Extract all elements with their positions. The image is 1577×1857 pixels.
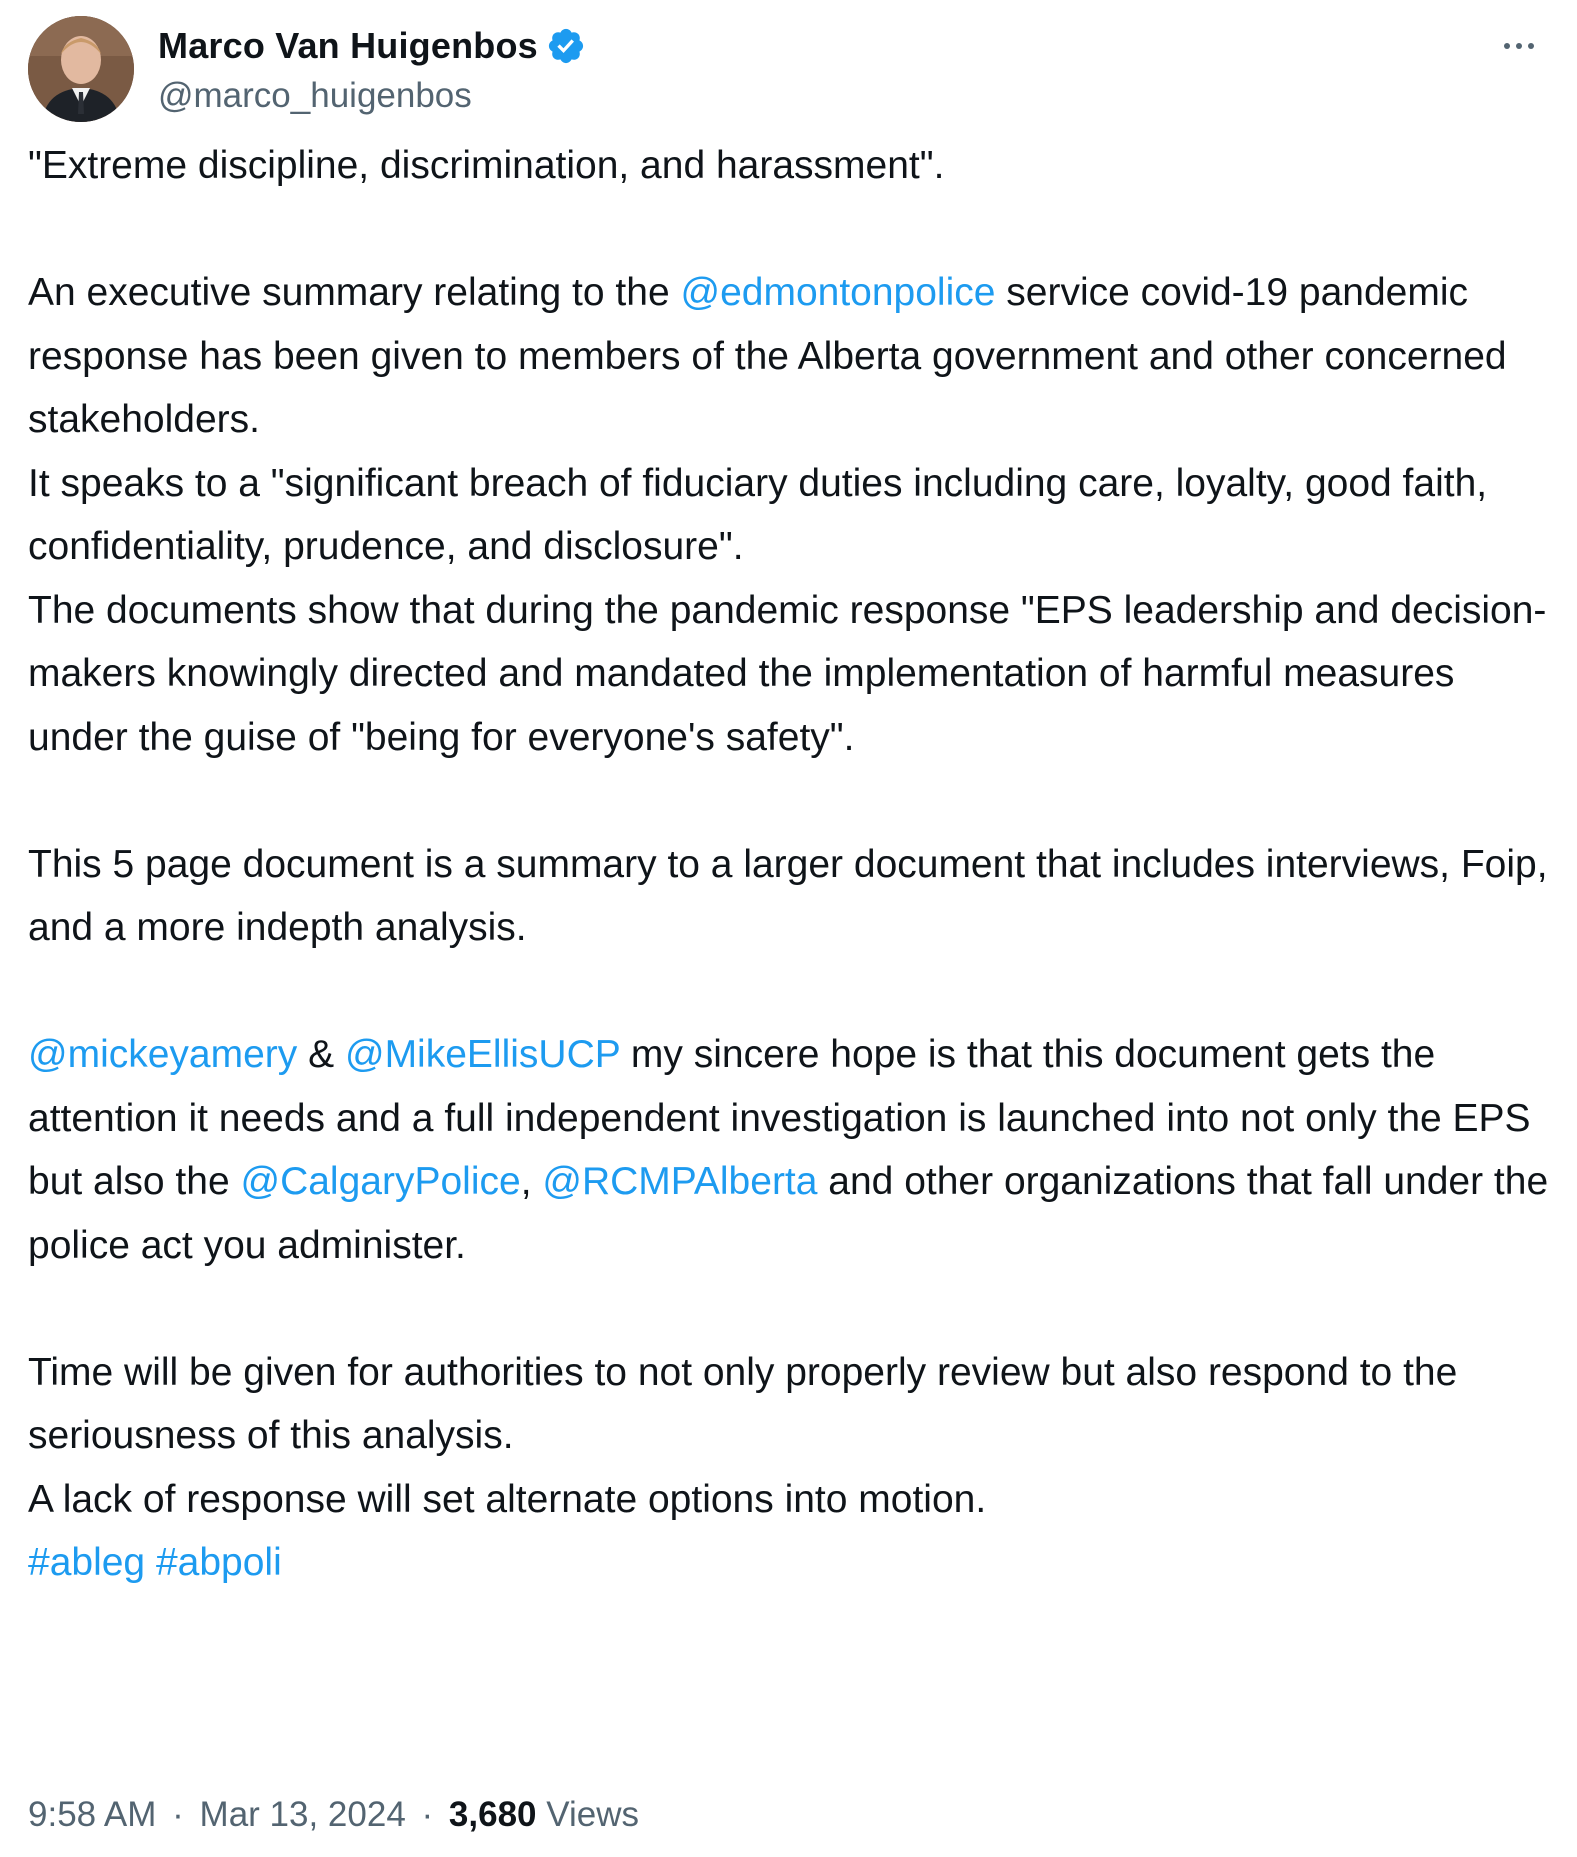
views-label[interactable]: Views	[546, 1795, 639, 1834]
mention-mickeyamery-link[interactable]: @mickeyamery	[28, 1033, 298, 1076]
text-segment: ,	[520, 1160, 543, 1203]
text-segment: An executive summary relating to the	[28, 271, 681, 314]
tweet-paragraph-1: "Extreme discipline, discrimination, and harassment".	[28, 144, 945, 187]
tweet-date[interactable]: Mar 13, 2024	[199, 1795, 406, 1834]
hashtags	[28, 1531, 1558, 1595]
text-segment: service covid-19 pandemic response has been given to members of the Alberta government and other concerned stakeholders.	[28, 271, 1507, 441]
avatar-image	[28, 16, 134, 122]
text-segment: my sincere hope is that this document gets the attention it needs and a full independent investigation is launched into not only the EPS but also the	[28, 1033, 1531, 1203]
views-count[interactable]: 3,680	[448, 1795, 537, 1834]
tweet-paragraph-2	[28, 261, 1558, 452]
more-options-icon[interactable]	[1489, 26, 1549, 66]
tweet-meta	[28, 1795, 639, 1835]
text-segment	[145, 1541, 156, 1584]
author-handle[interactable]: @marco_huigenbos	[158, 76, 472, 115]
tweet-paragraph-8: A lack of response will set alternate options into motion.	[28, 1477, 987, 1521]
avatar[interactable]	[28, 16, 134, 122]
tweet-time[interactable]: 9:58 AM	[28, 1795, 157, 1834]
author-block	[158, 22, 586, 116]
tweet-paragraph-4: The documents show that during the pandemic response "EPS leadership and decision-makers knowingly directed and mandated the implementation of harmful measures under the guise of "being for everyone's safety".	[28, 588, 1547, 759]
separator-dot: ·	[421, 1795, 434, 1834]
display-name-row	[158, 22, 586, 70]
tweet-paragraph-3: It speaks to a "significant breach of fiduciary duties including care, loyalty, good faith, confidentiality, prudence, and disclosure".	[28, 461, 1488, 568]
tweet-paragraph-5: This 5 page document is a summary to a larger document that includes interviews, Foip, and a more indepth analysis.	[28, 842, 1548, 949]
verified-badge-icon[interactable]	[546, 26, 586, 66]
tweet-paragraph-6	[28, 1023, 1558, 1277]
mention-mikeellisucp-link[interactable]: @MikeEllisUCP	[344, 1033, 621, 1076]
mention-calgarypolice-link[interactable]: @CalgaryPolice	[240, 1160, 521, 1203]
hashtag-abpoli-link[interactable]: #abpoli	[155, 1541, 282, 1584]
text-segment: and other organizations that fall under the police act you administer.	[28, 1160, 1549, 1267]
tweet-paragraph-7: Time will be given for authorities to not only properly review but also respond to the seriousness of this analysis.	[28, 1350, 1458, 1457]
tweet-text	[28, 134, 1558, 1595]
tweet-header	[28, 16, 1549, 126]
hashtag-ableg-link[interactable]: #ableg	[28, 1541, 146, 1584]
separator-dot: ·	[172, 1795, 184, 1834]
mention-edmontonpolice-link[interactable]: @edmontonpolice	[680, 271, 996, 314]
display-name[interactable]: Marco Van Huigenbos	[158, 25, 538, 66]
text-segment: &	[297, 1033, 345, 1076]
mention-rcmpalberta-link[interactable]: @RCMPAlberta	[542, 1160, 818, 1203]
